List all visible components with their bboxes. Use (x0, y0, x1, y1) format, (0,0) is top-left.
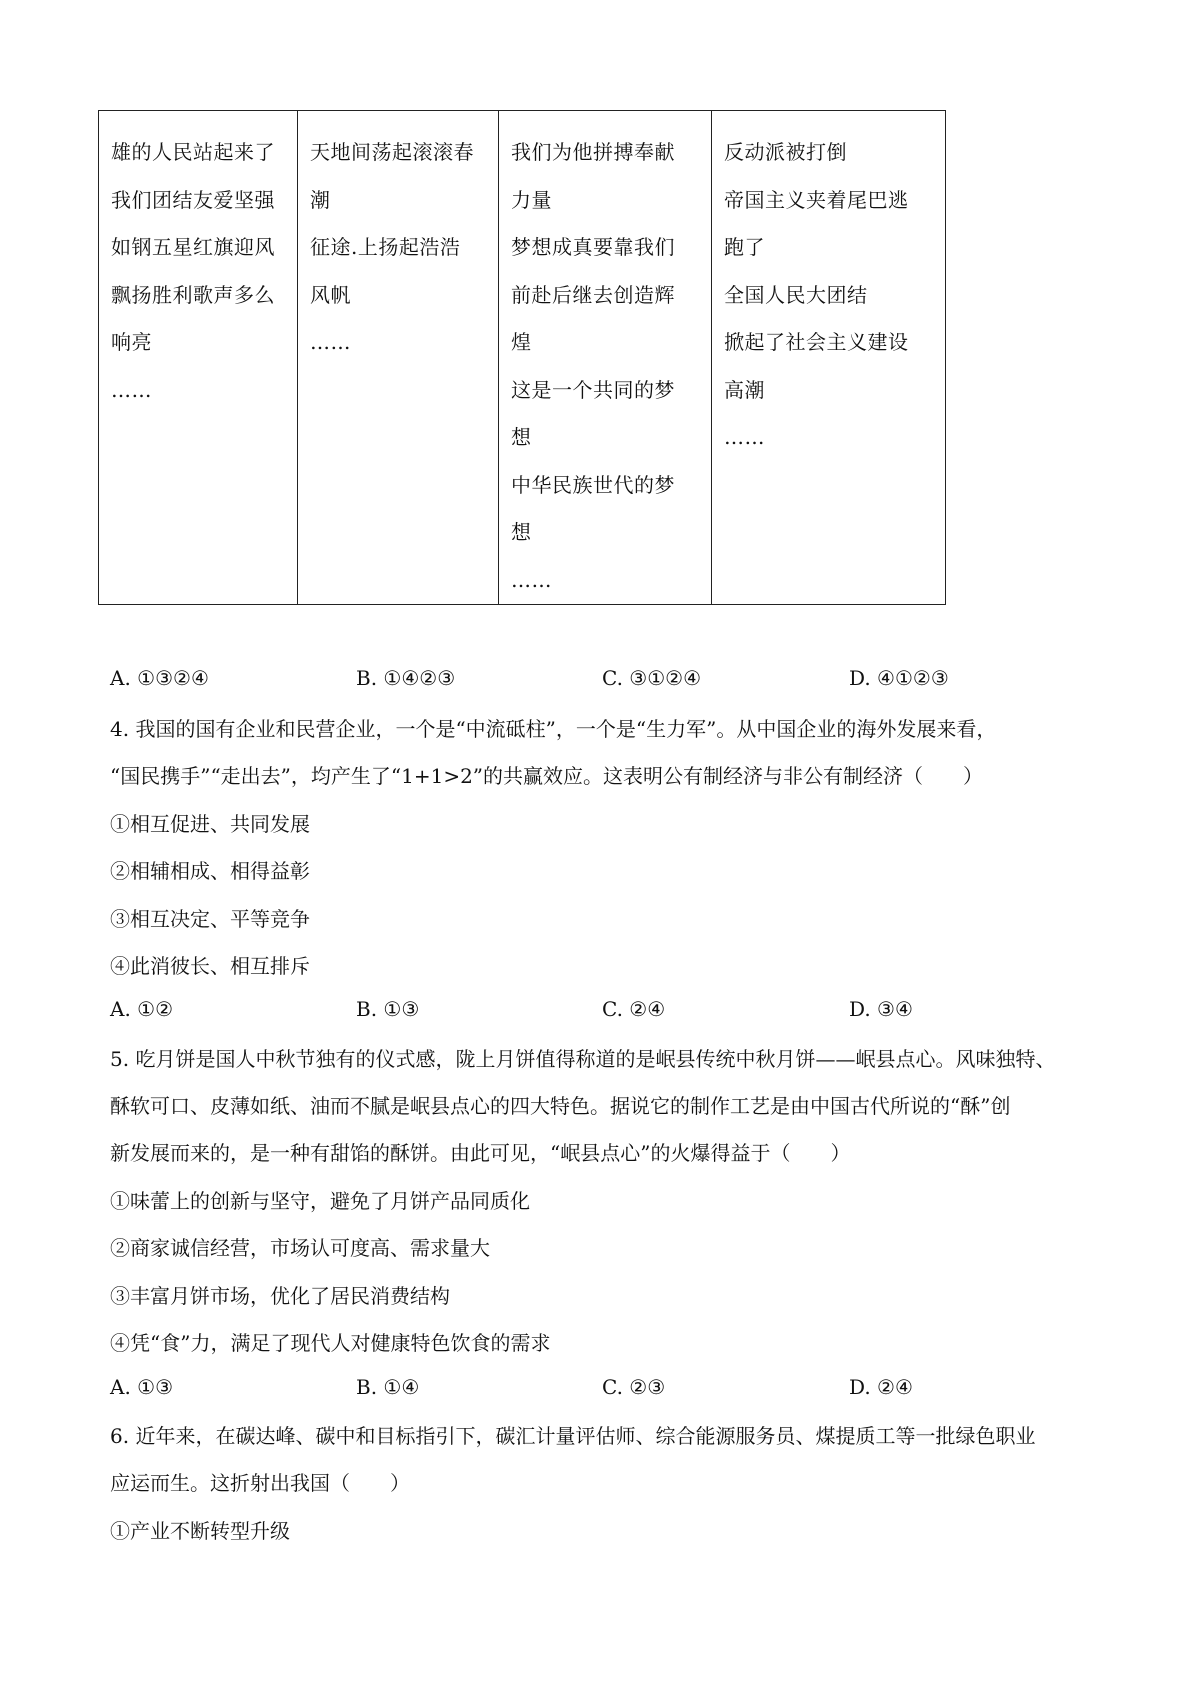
lyric-line: 反动派被打倒 (724, 140, 847, 164)
q6-item-1: ①产业不断转型升级 (110, 1519, 290, 1543)
q5-option-c[interactable]: C. ②③ (602, 1375, 666, 1399)
q5-stem-line-3: 新发展而来的，是一种有甜馅的酥饼。由此可见，“岷县点心”的火爆得益于（ ） (110, 1141, 851, 1165)
lyrics-column-2 (298, 111, 499, 605)
lyric-line: 梦想成真要靠我们 (511, 235, 675, 259)
q5-option-a[interactable]: A. ①③ (110, 1375, 174, 1399)
lyric-line: 想 (511, 520, 532, 544)
lyric-line: 天地间荡起滚滚春 (310, 140, 474, 164)
q4-option-c[interactable]: C. ②④ (602, 997, 666, 1021)
lyric-line: 想 (511, 425, 532, 449)
lyric-line: 掀起了社会主义建设 (724, 330, 909, 354)
q5-option-d[interactable]: D. ②④ (849, 1375, 913, 1399)
lyric-line: 潮 (310, 187, 331, 212)
lyric-line: 这是一个共同的梦 (511, 377, 675, 402)
lyric-line: …… (724, 425, 765, 449)
lyric-line: …… (111, 377, 152, 402)
lyrics-column-1 (99, 111, 298, 605)
lyric-line: 如钢五星红旗迎风 (111, 235, 275, 259)
q5-option-b[interactable]: B. ①④ (356, 1375, 420, 1399)
q6-stem-line-1: 6. 近年来，在碳达峰、碳中和目标指引下，碳汇计量评估师、综合能源服务员、煤提质工等一批绿色职业 (110, 1424, 1036, 1448)
q4-item-1: ①相互促进、共同发展 (110, 812, 310, 836)
q5-item-1: ①味蕾上的创新与坚守，避免了月饼产品同质化 (110, 1189, 530, 1213)
lyric-line: …… (310, 330, 351, 354)
q5-stem-line-1: 5. 吃月饼是国人中秋节独有的仪式感，陇上月饼值得称道的是岷县传统中秋月饼——岷县点心。风味独特、 (110, 1047, 1056, 1071)
q4-option-b[interactable]: B. ①③ (356, 997, 420, 1021)
lyrics-table (98, 110, 946, 605)
lyric-line: 高潮 (724, 377, 765, 402)
lyric-line: 征途.上扬起浩浩 (310, 235, 461, 259)
q3-option-b[interactable]: B. ①④②③ (356, 666, 456, 690)
lyric-line: 中华民族世代的梦 (511, 472, 675, 497)
lyric-line: 帝国主义夹着尾巴逃 (724, 187, 909, 212)
lyrics-column-3 (499, 111, 712, 605)
q3-option-a[interactable]: A. ①③②④ (110, 666, 209, 690)
lyric-line: 雄的人民站起来了 (111, 140, 275, 164)
lyric-line: 全国人民大团结 (724, 282, 868, 307)
q4-stem-line-1: 4. 我国的国有企业和民营企业，一个是“中流砥柱”，一个是“生力军”。从中国企业的海外发展来看， (110, 717, 997, 741)
lyric-line: 飘扬胜利歌声多么 (111, 282, 275, 307)
lyric-line: 跑了 (724, 235, 765, 259)
q4-item-4: ④此消彼长、相互排斥 (110, 954, 310, 978)
q5-item-4: ④凭“食”力，满足了现代人对健康特色饮食的需求 (110, 1331, 551, 1355)
q5-stem-line-2: 酥软可口、皮薄如纸、油而不腻是岷县点心的四大特色。据说它的制作工艺是由中国古代所说的“酥”创 (110, 1094, 1011, 1118)
q5-item-2: ②商家诚信经营，市场认可度高、需求量大 (110, 1236, 490, 1260)
lyric-line: 煌 (511, 330, 532, 354)
q4-option-a[interactable]: A. ①② (110, 997, 174, 1021)
lyric-line: …… (511, 567, 552, 592)
q6-stem-line-2: 应运而生。这折射出我国（ ） (110, 1471, 410, 1495)
q3-option-d[interactable]: D. ④①②③ (849, 666, 949, 690)
lyric-line: 我们团结友爱坚强 (111, 187, 275, 212)
q4-item-3: ③相互决定、平等竞争 (110, 907, 310, 931)
q4-option-d[interactable]: D. ③④ (849, 997, 913, 1021)
q4-stem-line-2: “国民携手”“走出去”，均产生了“1+1>2”的共赢效应。这表明公有制经济与非公有制经济（ ） (110, 764, 984, 788)
lyric-line: 风帆 (310, 282, 351, 307)
lyric-line: 前赴后继去创造辉 (511, 282, 675, 307)
lyric-line: 响亮 (111, 330, 152, 354)
q5-item-3: ③丰富月饼市场，优化了居民消费结构 (110, 1284, 450, 1308)
q4-item-2: ②相辅相成、相得益彰 (110, 859, 310, 883)
q3-option-c[interactable]: C. ③①②④ (602, 666, 702, 690)
lyric-line: 我们为他拼搏奉献 (511, 140, 675, 164)
lyric-line: 力量 (511, 187, 552, 212)
lyrics-column-4 (712, 111, 946, 605)
